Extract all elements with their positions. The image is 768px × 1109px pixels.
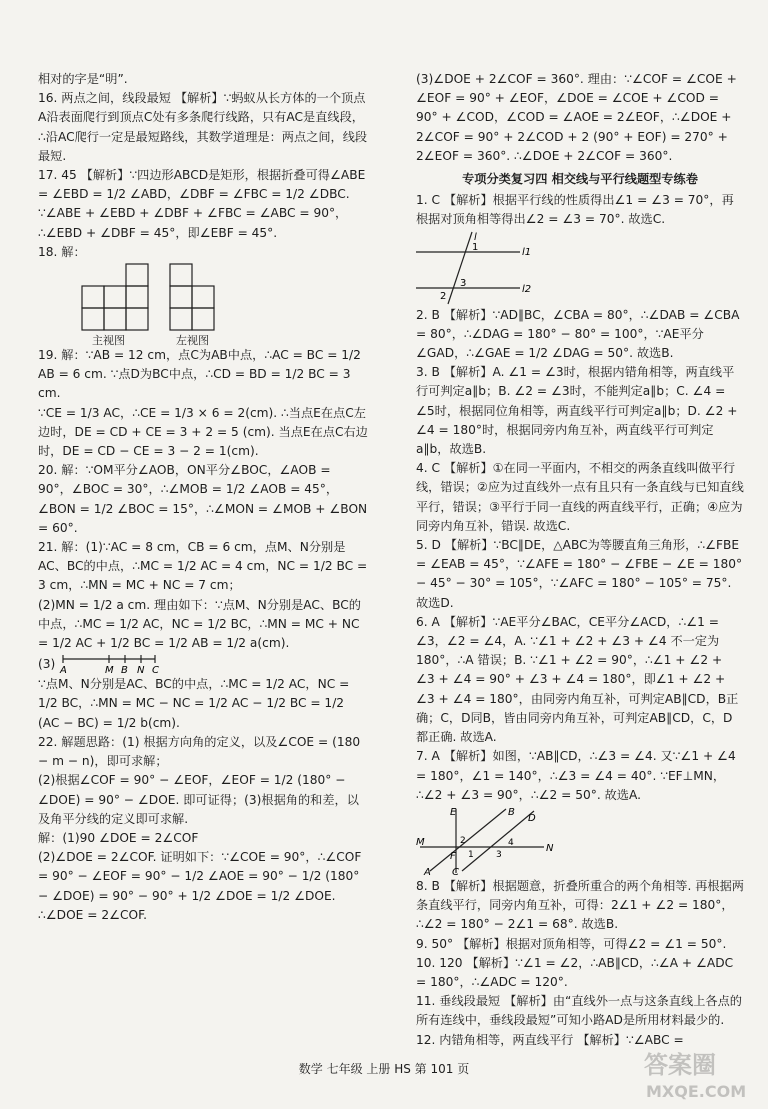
fig7-label: 2: [460, 835, 466, 846]
right-column: [416, 70, 744, 1050]
left-para: ∵点M、N分别是AC、BC的中点，∴MC = 1/2 AC，NC = 1/2 BC，∴MN = MC − NC = 1/2 AC − 1/2 BC = 1/2 (AC − BC) = 1/2 b(cm).: [38, 677, 350, 730]
views-svg: [78, 262, 278, 346]
answer-item: 1. C 【解析】根据平行线的性质得出∠1 = ∠3 = 70°，再根据对顶角相等得出∠2 = ∠3 = 70°. 故选C.: [416, 193, 734, 227]
fig1-label: l1: [522, 246, 532, 258]
fig7-label: 3: [496, 849, 502, 860]
answer-item: 12. 内错角相等，两直线平行 【解析】∵∠ABC =: [416, 1032, 684, 1047]
left-para: 解：(1)90 ∠DOE = 2∠COF: [38, 830, 199, 845]
left-para: (2)MN = 1/2 a cm. 理由如下：∵点M、N分别是AC、BC的中点，∴MC = 1/2 AC，NC = 1/2 BC，∴MN = MC + NC = 1/2 AC + 1/2 BC = 1/2 AB = 1/2 a(cm).: [38, 597, 361, 651]
answer-item: 5. D 【解析】∵BC∥DE，△ABC为等腰直角三角形，∴∠FBE = ∠EAB = 45°，∵∠AFE = 180° − ∠FBE − ∠E = 180° − 45° − 30° = 105°，∵∠AFC = 180° − 105° = 75°. 故选D.: [416, 538, 743, 610]
front-view-label: 主视图: [92, 334, 125, 347]
fig7-label: N: [546, 842, 554, 854]
fig1-svg: [416, 230, 546, 306]
fig1-label: l2: [522, 283, 532, 295]
segment-label: C: [152, 665, 160, 676]
segment-label: M: [105, 665, 114, 676]
answer-item: 11. 垂线段最短 【解析】由“直线外一点与这条直线上各点的所有连线中，垂线段最短”可知小路AD是所用材料最少的.: [416, 994, 742, 1028]
fig1-label: 3: [460, 277, 467, 289]
left-para: ∵CE = 1/3 AC，∴CE = 1/3 × 6 = 2(cm). ∴当点E在点C左边时，DE = CD + CE = 3 + 2 = 5 (cm). 当点E在点C右边时，DE = CD − CE = 3 − 2 = 1(cm).: [38, 405, 368, 459]
fig7-svg: [416, 805, 556, 877]
left-para: ∴∠EBD + ∠DBF = 45°，即∠EBF = 45°.: [38, 225, 278, 240]
parallel-lines-figure: [416, 230, 744, 306]
right-para: (3)∠DOE + 2∠COF = 360°. 理由：∵∠COF = ∠COE + ∠EOF = 90° + ∠EOF，∠DOE = ∠COE + ∠COD = 90° + ∠COD，∠COD = ∠AOE = 2∠EOF，∴∠DOE + 2∠COF = 90° + 2∠COD + 2 (90° + EOF) = 270° + 2∠EOF = 360°. ∴∠DOE + 2∠COF = 360°.: [416, 72, 737, 163]
page-footer: 数学 七年级 上册 HS 第 101 页: [298, 1062, 470, 1076]
answer-item: 2. B 【解析】∵AD∥BC，∠CBA = 80°，∴∠DAB = ∠CBA = 80°，∴∠DAG = 180° − 80° = 100°，∵AE平分∠GAD，∴∠GAE = 1/2 ∠DAG = 50°. 故选B.: [416, 307, 740, 361]
left-para: (2)根据∠COF = 90° − ∠EOF，∠EOF = 1/2 (180° − ∠DOE) = 90° − ∠DOE. 即可证得；(3)根据角的和差，以及角平分线的定义即可求解.: [38, 773, 359, 826]
watermark-top: 答案圈: [644, 1051, 716, 1079]
left-para: 21. 解：(1)∵AC = 8 cm，CB = 6 cm，点M、N分别是AC、BC的中点，∴MC = 1/2 AC = 4 cm，NC = 1/2 BC = 3 cm，∴MN = MC + NC = 7 cm；: [38, 540, 368, 593]
answer-item: 6. A 【解析】∵AE平分∠BAC，CE平分∠ACD，∴∠1 = ∠3，∠2 = ∠4，A. ∵∠1 + ∠2 + ∠3 + ∠4 不一定为180°，∴A 错误；B. ∵∠1 + ∠2 = 90°，∴∠1 + ∠2 + ∠3 + ∠4 = 90° + ∠3 + ∠4 = 180°，即∠1 + ∠2 + ∠3 + ∠4 = 180°，由同旁内角互补，可判定AB∥CD，B正确；C，D同B，皆由同旁内角互补，可判定AB∥CD，C，D都正确. 故选A.: [416, 614, 739, 745]
answer-item: 9. 50° 【解析】根据对顶角相等，可得∠2 = ∠1 = 50°.: [416, 936, 727, 951]
left-para: 相对的字是“明”.: [38, 72, 128, 86]
left-para: 16. 两点之间，线段最短 【解析】∵蚂蚁从长方体的一个顶点A沿表面爬行到顶点C处有多条爬行线路，只有AC是直线段，∴沿AC爬行一定是最短路线，其数学道理是：两点之间，线段最短.: [38, 91, 368, 163]
fig1-label: l: [474, 231, 477, 243]
fig7-label: D: [528, 812, 536, 824]
left-para: 20. 解：∵OM平分∠AOB，ON平分∠BOC，∠AOB = 90°，∠BOC = 30°，∴∠MOB = 1/2 ∠AOB = 45°，∠BON = 1/2 ∠BOC = 15°，∴∠MON = ∠MOB + ∠BON = 60°.: [38, 463, 368, 535]
fig7-label: F: [450, 850, 456, 862]
segment-label: N: [137, 665, 145, 676]
left-para: (2)∠DOE = 2∠COF. 证明如下：∵∠COE = 90°，∴∠COF = 90° − ∠EOF = 90° − 1/2 ∠AOE = 90° − 1/2 (180° − ∠DOE) = 90° − 90° + 1/2 ∠DOE = 1/2 ∠DOE. ∴∠DOE = 2∠COF.: [38, 850, 362, 922]
answer-item: 3. B 【解析】A. ∠1 = ∠3时，根据内错角相等，两直线平行可判定a∥b；B. ∠2 = ∠3时，不能判定a∥b；C. ∠4 = ∠5时，根据同位角相等，两直线平行可判定a∥b；D. ∠2 + ∠4 = 180°时，根据同旁内角互补，两直线平行可判定a∥b，故选B.: [416, 365, 738, 457]
answer-item: 4. C 【解析】①在同一平面内，不相交的两条直线叫做平行线，错误；②应为过直线外一点有且只有一条直线与已知直线平行，错误；③平行于同一直线的两直线平行，正确；④应为同旁内角互补，错误. 故选C.: [416, 461, 744, 533]
left-para: (3): [38, 656, 56, 671]
angle-figure: [416, 805, 744, 877]
fig7-label: E: [450, 806, 457, 818]
fig7-label: A: [424, 866, 431, 877]
left-para: 22. 解题思路：(1) 根据方向角的定义，以及∠COE = (180 − m − n)，即可求解；: [38, 734, 361, 769]
answer-item: 10. 120 【解析】∵∠1 = ∠2，∴AB∥CD，∴∠A + ∠ADC = 180°，∴∠ADC = 120°.: [416, 955, 734, 989]
fig7-label: B: [508, 806, 515, 818]
segment-figure: [59, 653, 169, 675]
left-para: 19. 解：∵AB = 12 cm，点C为AB中点，∴AC = BC = 1/2 AB = 6 cm. ∵点D为BC中点，∴CD = BD = 1/2 BC = 3 cm.: [38, 348, 361, 401]
fig7-label: 1: [468, 849, 474, 860]
watermark-bottom: MXQE.COM: [646, 1082, 747, 1101]
watermark-logo: [636, 1043, 756, 1103]
three-views-figure: [38, 262, 368, 346]
side-view-label: 左视图: [176, 334, 209, 347]
left-column: [38, 70, 368, 925]
segment-label: B: [121, 665, 129, 676]
left-para: 17. 45 【解析】∵四边形ABCD是矩形，根据折叠可得∠ABE = ∠EBD = 1/2 ∠ABD，∠DBF = ∠FBC = 1/2 ∠DBC.: [38, 168, 366, 202]
fig1-label: 1: [472, 241, 479, 253]
fig1-label: 2: [440, 290, 447, 302]
left-para: ∵∠ABE + ∠EBD + ∠DBF + ∠FBC = ∠ABC = 90°，: [38, 206, 348, 221]
answer-item: 8. B 【解析】根据题意，折叠所重合的两个角相等. 再根据两条直线平行，同旁内角互补，可得：2∠1 + ∠2 = 180°，∴∠2 = 180° − 2∠1 = 68°. 故选B.: [416, 878, 744, 932]
fig7-label: 4: [508, 837, 514, 848]
answer-item: 7. A 【解析】如图，∵AB∥CD，∴∠3 = ∠4. 又∵∠1 + ∠4 = 180°，∠1 = 140°，∴∠3 = ∠4 = 40°. ∵EF⊥MN，∴∠2 + ∠3 = 90°，∴∠2 = 50°. 故选A.: [416, 749, 736, 802]
section-title: 专项分类复习四 相交线与平行线题型专练卷: [462, 172, 698, 187]
segment-label: A: [60, 665, 67, 676]
fig7-label: M: [416, 836, 425, 848]
left-para: 18. 解：: [38, 244, 86, 259]
fig7-label: C: [452, 866, 459, 877]
